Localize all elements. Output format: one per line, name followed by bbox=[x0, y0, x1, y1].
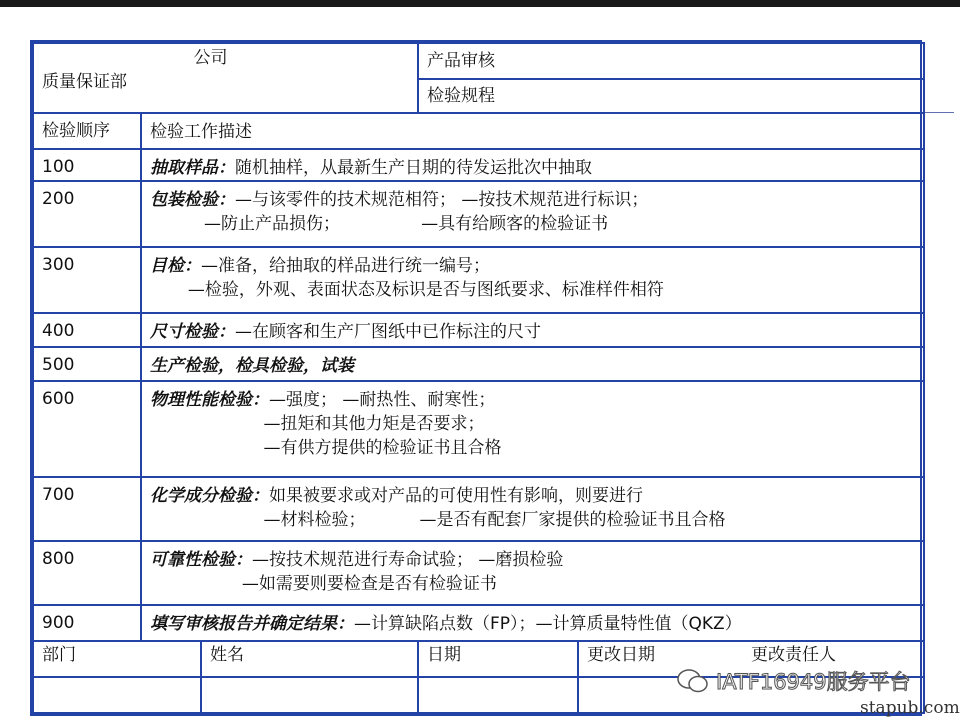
step-description bbox=[141, 181, 924, 247]
footer-date: 日期 bbox=[418, 641, 578, 677]
footer-change-owner: 更改责任人 bbox=[751, 645, 836, 665]
table-row bbox=[33, 381, 924, 477]
column-sequence: 检验顺序 bbox=[33, 113, 141, 149]
step-text: —与该零件的技术规范相符； —按技术规范进行标识； bbox=[235, 190, 649, 210]
step-term: 可靠性检验： bbox=[150, 550, 252, 570]
table-row bbox=[33, 149, 924, 181]
column-header-row bbox=[33, 113, 924, 149]
step-description bbox=[141, 541, 924, 605]
watermark-text: IATF16949服务平台 bbox=[716, 670, 911, 694]
inspection-procedure-form bbox=[30, 40, 922, 716]
step-description bbox=[141, 149, 924, 181]
step-number: 300 bbox=[33, 247, 141, 313]
table-row bbox=[33, 605, 924, 641]
table-row bbox=[33, 181, 924, 247]
step-term: 包装检验： bbox=[150, 190, 235, 210]
step-number: 200 bbox=[33, 181, 141, 247]
step-text: —有供方提供的检验证书且合格 bbox=[150, 438, 502, 458]
footer-change-date: 更改日期 bbox=[587, 645, 655, 665]
procedure-table bbox=[32, 42, 925, 714]
table-row bbox=[33, 347, 924, 381]
step-term: 生产检验，检具检验，试装 bbox=[150, 356, 354, 376]
table-row bbox=[33, 313, 924, 347]
top-bar bbox=[0, 0, 960, 7]
header-row-1 bbox=[33, 43, 924, 79]
table-row bbox=[33, 541, 924, 605]
step-text: —扭矩和其他力矩是否要求； bbox=[150, 414, 485, 434]
doc-title-product-audit: 产品审核 bbox=[418, 43, 924, 79]
step-text: —在顾客和生产厂图纸中已作标注的尺寸 bbox=[235, 322, 541, 342]
step-term: 物理性能检验： bbox=[150, 390, 269, 410]
step-text: 随机抽样，从最新生产日期的待发运批次中抽取 bbox=[235, 158, 592, 178]
step-term: 抽取样品： bbox=[150, 158, 235, 178]
step-text: —计算缺陷点数（FP）；—计算质量特性值（QKZ） bbox=[354, 614, 742, 634]
footer-name: 姓名 bbox=[201, 641, 418, 677]
slide-rule-line bbox=[924, 112, 954, 113]
department-name: 质量保证部 bbox=[42, 72, 127, 92]
step-text: 如果被要求或对产品的可使用性有影响，则要进行 bbox=[269, 486, 643, 506]
step-description bbox=[141, 477, 924, 541]
table-row bbox=[33, 477, 924, 541]
step-text: —防止产品损伤； —具有给顾客的检验证书 bbox=[150, 214, 609, 234]
company-cell bbox=[33, 43, 418, 113]
step-number: 100 bbox=[33, 149, 141, 181]
step-term: 目检： bbox=[150, 256, 201, 276]
step-term: 尺寸检验： bbox=[150, 322, 235, 342]
step-number: 600 bbox=[33, 381, 141, 477]
step-term: 填写审核报告并确定结果： bbox=[150, 614, 354, 634]
signature-date-cell[interactable] bbox=[418, 677, 578, 713]
table-row bbox=[33, 247, 924, 313]
company-name: 公司 bbox=[193, 48, 228, 68]
step-number: 900 bbox=[33, 605, 141, 641]
signature-name-cell[interactable] bbox=[201, 677, 418, 713]
step-text: —检验，外观、表面状态及标识是否与图纸要求、标准样件相符 bbox=[150, 280, 664, 300]
step-description bbox=[141, 381, 924, 477]
step-description bbox=[141, 313, 924, 347]
step-text: —准备，给抽取的样品进行统一编号； bbox=[201, 256, 490, 276]
wechat-icon bbox=[676, 668, 710, 694]
step-number: 400 bbox=[33, 313, 141, 347]
signature-department-cell[interactable] bbox=[33, 677, 201, 713]
step-number: 700 bbox=[33, 477, 141, 541]
doc-title-inspection-procedure: 检验规程 bbox=[418, 79, 924, 113]
site-watermark: stapub.com bbox=[860, 698, 960, 718]
step-term: 化学成分检验： bbox=[150, 486, 269, 506]
step-description bbox=[141, 347, 924, 381]
step-text: —按技术规范进行寿命试验； —磨损检验 bbox=[252, 550, 564, 570]
step-text: —材料检验； —是否有配套厂家提供的检验证书且合格 bbox=[150, 510, 726, 530]
step-description bbox=[141, 605, 924, 641]
step-number: 500 bbox=[33, 347, 141, 381]
column-description: 检验工作描述 bbox=[141, 113, 924, 149]
step-text: —如需要则要检查是否有检验证书 bbox=[150, 574, 497, 594]
step-number: 800 bbox=[33, 541, 141, 605]
step-description bbox=[141, 247, 924, 313]
footer-department: 部门 bbox=[33, 641, 201, 677]
step-text: —强度； —耐热性、耐寒性； bbox=[269, 390, 496, 410]
